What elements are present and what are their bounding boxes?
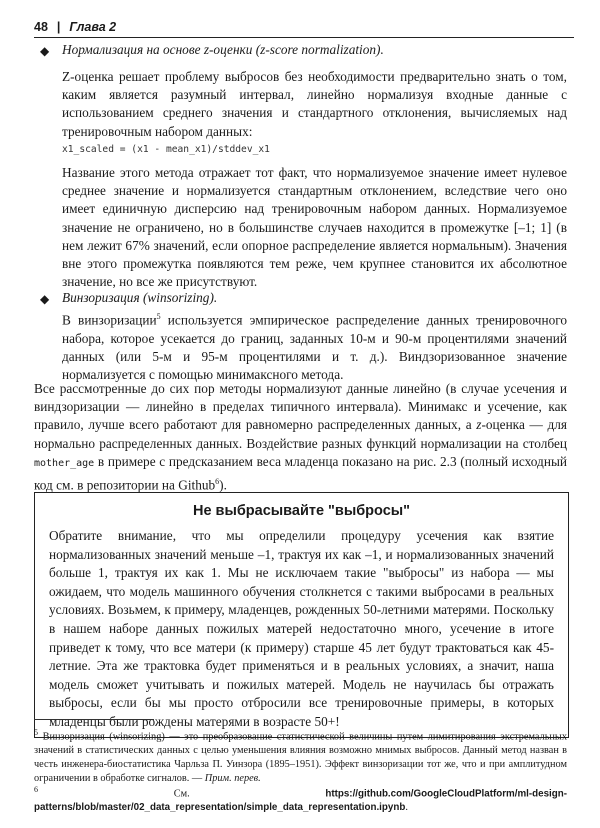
callout-box [34, 492, 569, 738]
footnote-5-note: Прим. перев. [204, 773, 261, 785]
footnote-6-prefix: См. [38, 788, 326, 800]
chapter-title: Глава 2 [69, 20, 117, 34]
footnote-ref-5: 5 [156, 312, 161, 321]
header-separator: | [56, 20, 61, 34]
footnote-5-text: Винзоризация (winsorizing) — это преобразование статистической величины путем лимитирования экстремальных значений в статистических данных с целью уменьшения влияния возможно мнимых выбросов. Данный метод назван в честь инженера-биостатистика Чарльза П. Уинзора (1895–1951). Эффект винзоризации тот же, что и при амплитудном ограничении в обработке сигналов. — [34, 731, 567, 785]
summary-part-4: ). [219, 477, 227, 493]
footnote-6-number: 6 [34, 785, 38, 794]
footnote-divider [34, 719, 154, 720]
footnote-5 [34, 726, 567, 786]
summary-part-3: в примере с предсказанием веса младенца показано на рис. 2.3 (полный исходный код см. в репозитории на Github [34, 453, 567, 493]
zscore-code-snippet: x1_scaled = (x1 - mean_x1)/stddev_x1 [62, 144, 270, 155]
summary-z-label: z [476, 417, 482, 433]
zscore-paragraph-2: Название этого метода отражает тот факт, что нормализуемое значение имеет нулевое среднее значение и нормализуется стандартным отклонением, вследствие чего оно имеет единичную дисперсию над тренировочным набором данных. Нормализуемое значение не ограничено, но в большинстве случаев находится в промежутке [–1; 1] (в нем лежит 67% значений, если опорное распределение является нормальным). Значения вне этого промежутка появляются тем реже, чем крупнее становится их абсолютное значение, но все же присутствуют. [62, 165, 567, 290]
zscore-paragraph-1: Z-оценка решает проблему выбросов без необходимости предварительно знать о том, каким является разумный интервал, линейно нормализуя входные данные с использованием среднего значения и стандартного отклонения, вычисляемых над тренировочным набором данных: [62, 69, 567, 139]
zscore-heading: Нормализация на основе z-оценки (z-score normalization). [62, 42, 384, 57]
bullet-diamond-icon: ◆ [40, 44, 50, 58]
footnote-6-suffix: . [405, 802, 408, 814]
footnote-5-number: 5 [34, 728, 38, 737]
footnote-6-link[interactable]: https://github.com/GoogleCloudPlatform/ml-design-patterns/blob/master/02_data_representation/simple_data_representation.ipynb [34, 788, 567, 814]
winsor-paragraph [62, 308, 567, 384]
winsor-paragraph-rest: используется эмпирическое распределение данных тренировочного набора, которое усекается до границ, заданных 10-м и 90-м процентилями значений данных (или 5-м и 95-м процентилями и т. д.). Виндзоризованное значение нормализуется с помощью минимаксного метода. [62, 312, 567, 383]
callout-text: Обратите внимание, что мы определили процедуру усечения как взятие нормализованных значений меньше –1, трактуя их как –1, и нормализованных значений больше 1, трактуя их как 1. Мы не исключаем такие "выбросы" из набора — мы ожидаем, что модель машинного обучения столкнется с такими выбросами в реальных условиях. Возьмем, к примеру, младенцев, рожденных 50-летними матерями. Поскольку в нашем наборе данных пожилых матерей недостаточно много, усечение в итоге приведет к тому, что все матери (к примеру) старше 45 лет будут трактоваться как 45-летние. Эта же трактовка будет применяться и в реальных условиях, а значит, наша модель сможет учитывать и пожилых матерей. Модель не научилась бы отражать выбросы, если бы мы просто отбросили все тренировочные примеры, в которых младенцы были рождены матерями в возрасте 50+! [49, 528, 554, 729]
summary-part-2: -оценка — для нормально распределенных данных. Воздействие разных функций нормализации на столбец [34, 417, 568, 451]
column-name: mother_age [34, 457, 95, 469]
footnote-ref-6: 6 [215, 477, 220, 487]
footnote-6 [34, 783, 567, 815]
page-header [34, 14, 574, 38]
winsor-paragraph-start: В винзоризации [62, 312, 157, 328]
summary-paragraph [34, 380, 567, 495]
page-number: 48 [34, 20, 48, 34]
summary-part-1: Все рассмотренные до сих пор методы нормализуют данные линейно (в случае усечения и виндзоризации — линейно в пределах типичного интервала). Минимакс и усечение, как правило, лучше всего работают для равномерно распределенных данных, а [34, 381, 567, 433]
bullet-diamond-icon: ◆ [40, 292, 50, 306]
winsor-heading: Винзоризация (winsorizing). [62, 290, 218, 305]
callout-title: Не выбрасывайте "выбросы" [192, 503, 411, 519]
